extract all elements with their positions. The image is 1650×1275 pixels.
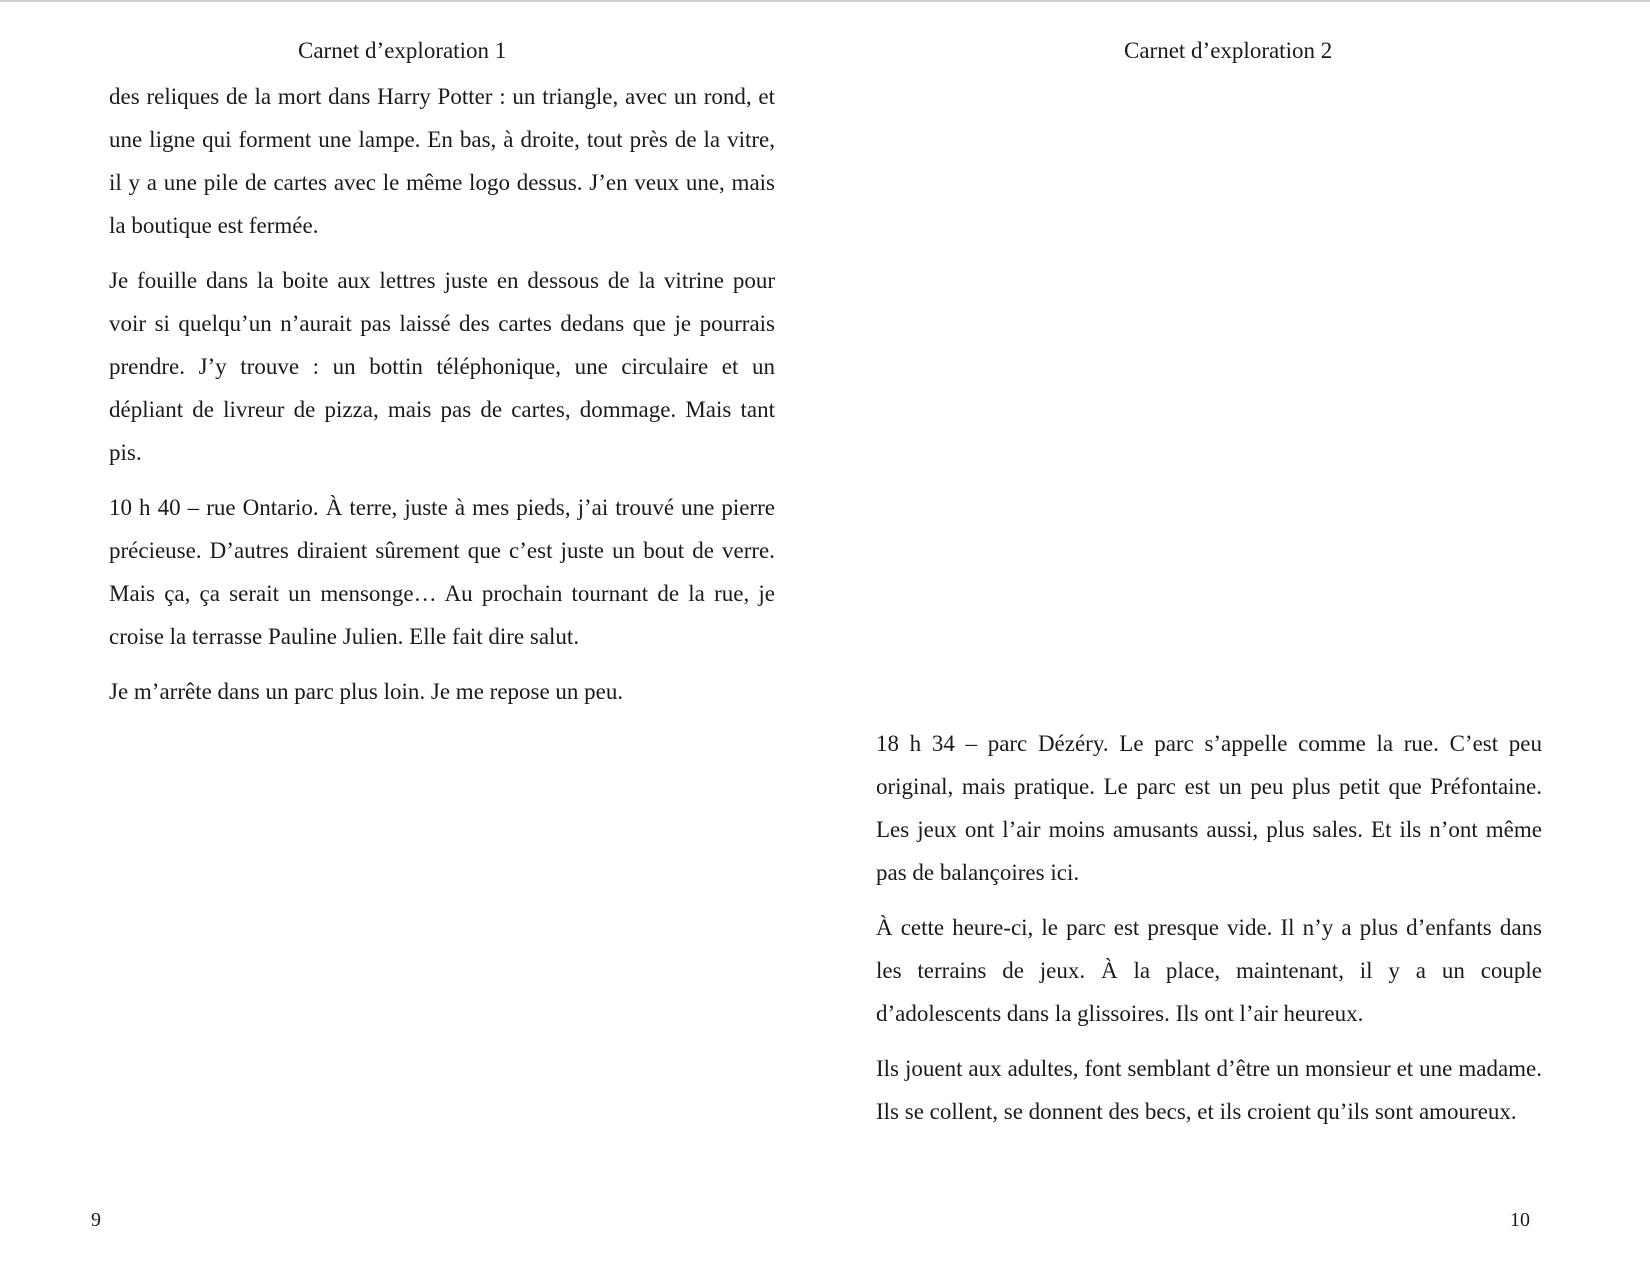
paragraph: 18 h 34 – parc Dézéry. Le parc s’appelle comme la rue. C’est peu original, mais pratique. Le parc est un peu plus petit que Préfontaine. Les jeux ont l’air moins amusants aussi, plus sales. Et ils n’ont même pas de balançoires ici. — [876, 731, 1542, 885]
left-page-body — [109, 75, 775, 725]
paragraph: À cette heure-ci, le parc est presque vide. Il n’y a plus d’enfants dans les terrains de jeux. À la place, maintenant, il y a un couple d’adolescents dans la glissoires. Ils ont l’air heureux. — [876, 915, 1542, 1026]
paragraph: Je m’arrête dans un parc plus loin. Je me repose un peu. — [109, 679, 624, 704]
page-number-right: 10 — [1510, 1209, 1530, 1231]
right-page — [825, 0, 1650, 1275]
running-head-right: Carnet d’exploration 2 — [1124, 38, 1333, 63]
paragraph: 10 h 40 – rue Ontario. À terre, juste à mes pieds, j’ai trouvé une pierre précieuse. D’autres diraient sûrement que c’est juste un bout de verre. Mais ça, ça serait un mensonge… Au prochain tournant de la rue, je croise la terrasse Pauline Julien. Elle fait dire salut. — [109, 495, 775, 649]
paragraph: Ils jouent aux adultes, font semblant d’être un monsieur et une madame. Ils se collent, se donnent des becs, et ils croient qu’ils sont amoureux. — [876, 1056, 1542, 1124]
paragraph: Je fouille dans la boite aux lettres juste en dessous de la vitrine pour voir si quelqu’un n’aurait pas laissé des cartes dedans que je pourrais prendre. J’y trouve : un bottin téléphonique, une circulaire et un dépliant de livreur de pizza, mais pas de cartes, dommage. Mais tant pis. — [109, 268, 775, 465]
page-number-left: 9 — [91, 1209, 101, 1231]
running-head-left: Carnet d’exploration 1 — [298, 38, 507, 63]
right-page-body — [876, 722, 1542, 1145]
paragraph: des reliques de la mort dans Harry Potter : un triangle, avec un rond, et une ligne qui forment une lampe. En bas, à droite, tout près de la vitre, il y a une pile de cartes avec le même logo dessus. J’en veux une, mais la boutique est fermée. — [109, 84, 775, 238]
